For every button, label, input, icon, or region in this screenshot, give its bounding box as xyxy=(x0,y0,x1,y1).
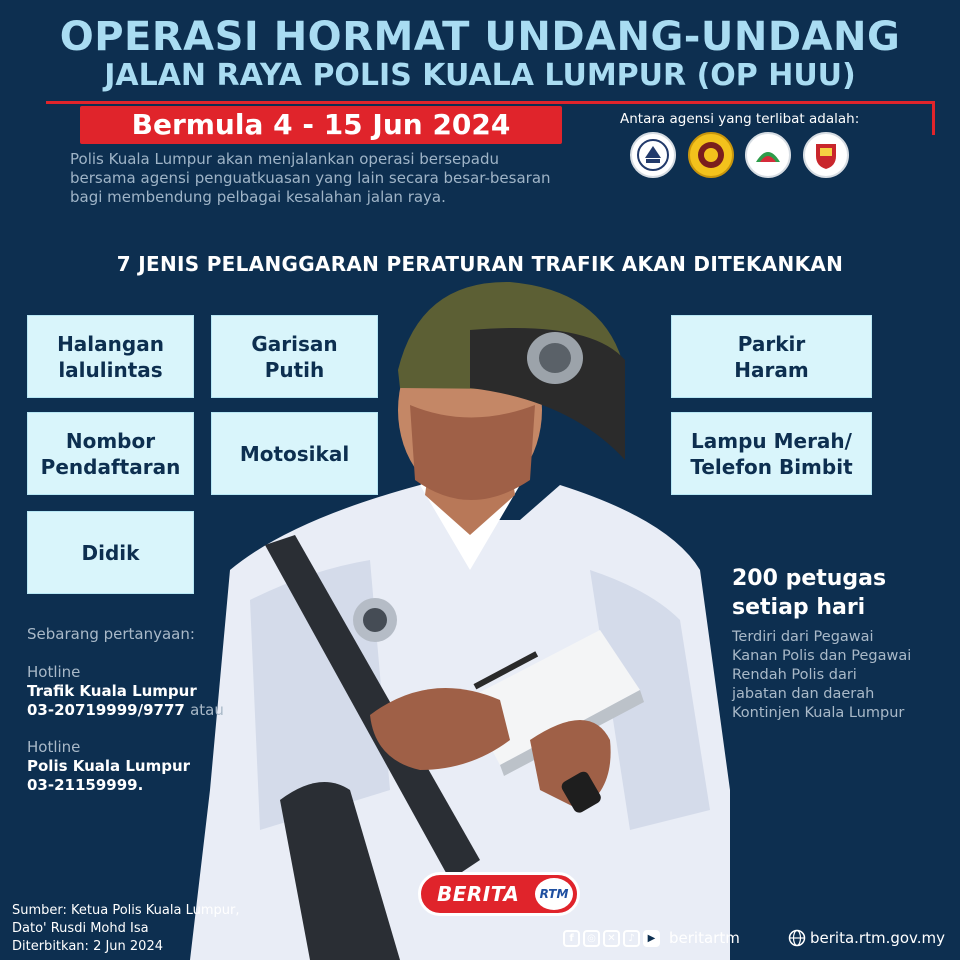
description-line: bagi membendung pelbagai kesalahan jalan raya. xyxy=(70,188,446,206)
contact-intro: Sebarang pertanyaan: xyxy=(27,625,195,643)
violation-line: Telefon Bimbit xyxy=(690,454,853,479)
violation-line: Parkir xyxy=(737,331,806,356)
title-line-1: OPERASI HORMAT UNDANG-UNDANG xyxy=(59,14,901,60)
customs-crest-icon xyxy=(688,132,734,178)
officers-desc-line: Rendah Polis dari xyxy=(732,667,857,683)
hotline-number-value: 03-20719999/9777 xyxy=(27,701,185,719)
violation-line: Garisan xyxy=(251,331,338,356)
officers-title-line: 200 petugas xyxy=(732,566,887,591)
youtube-icon[interactable]: ▶ xyxy=(643,930,660,947)
source-line: Dato' Rusdi Mohd Isa xyxy=(12,921,149,936)
social-handle[interactable]: beritartm xyxy=(669,929,740,947)
berita-rtm-logo xyxy=(418,872,580,916)
violation-line: Pendaftaran xyxy=(40,454,181,479)
city-hall-crest-icon xyxy=(803,132,849,178)
officers-description xyxy=(732,628,952,723)
police-crest-icon xyxy=(630,132,676,178)
officers-desc-line: Terdiri dari Pegawai xyxy=(732,629,874,645)
facebook-icon[interactable]: f xyxy=(563,930,580,947)
violation-box xyxy=(27,511,194,594)
header-divider-end xyxy=(932,101,935,135)
social-links xyxy=(563,929,740,947)
officers-title-line: setiap hari xyxy=(732,595,866,620)
violation-box xyxy=(27,412,194,495)
violations-heading: 7 JENIS PELANGGARAN PERATURAN TRAFIK AKAN DITEKANKAN xyxy=(116,252,844,276)
agency-label: Antara agensi yang terlibat adalah: xyxy=(620,111,860,127)
officers-desc-line: Kanan Polis dan Pegawai xyxy=(732,648,912,664)
violation-line: Nombor xyxy=(65,428,156,453)
road-transport-logo-icon xyxy=(745,132,791,178)
title-line-2: JALAN RAYA POLIS KUALA LUMPUR (OP HUU) xyxy=(104,58,856,93)
violation-box xyxy=(211,315,378,398)
violation-line: Lampu Merah/ xyxy=(691,428,852,453)
hotline-suffix: atau xyxy=(190,701,224,719)
officers-desc-line: jabatan dan daerah xyxy=(732,686,875,702)
published-date: 2 Jun 2024 xyxy=(93,939,163,954)
operation-description xyxy=(70,150,590,207)
hotline-number xyxy=(27,701,224,720)
violation-box xyxy=(671,315,872,398)
violation-line: Motosikal xyxy=(239,441,350,466)
hotline-number: 03-21159999. xyxy=(27,776,144,794)
violation-box xyxy=(27,315,194,398)
hotline-label: Hotline xyxy=(27,738,81,756)
globe-icon xyxy=(788,929,806,947)
brand-text: BERITA xyxy=(437,882,520,906)
hotline-label: Hotline xyxy=(27,663,81,681)
hotline-name: Trafik Kuala Lumpur xyxy=(27,682,197,700)
violation-line: Halangan xyxy=(57,331,164,356)
violation-line: Didik xyxy=(81,540,140,565)
instagram-icon[interactable]: ◎ xyxy=(583,930,600,947)
header-divider xyxy=(46,101,934,104)
violation-box xyxy=(211,412,378,495)
violation-line: lalulintas xyxy=(58,357,163,382)
website-url[interactable]: berita.rtm.gov.my xyxy=(810,929,946,947)
description-line: Polis Kuala Lumpur akan menjalankan operasi bersepadu xyxy=(70,150,499,168)
officers-desc-line: Kontinjen Kuala Lumpur xyxy=(732,705,905,721)
hotline-name: Polis Kuala Lumpur xyxy=(27,757,191,775)
x-icon[interactable]: ✕ xyxy=(603,930,620,947)
violation-line: Putih xyxy=(264,357,325,382)
date-banner: Bermula 4 - 15 Jun 2024 xyxy=(80,106,562,144)
published-line xyxy=(12,938,312,956)
violation-line: Haram xyxy=(734,357,809,382)
website-link[interactable] xyxy=(788,929,945,947)
officers-count-title xyxy=(732,564,952,622)
violation-box xyxy=(671,412,872,495)
source-line: Sumber: Ketua Polis Kuala Lumpur, xyxy=(12,903,240,918)
source-credit xyxy=(12,902,312,956)
description-line: bersama agensi penguatkuasan yang lain secara besar-besaran xyxy=(70,169,551,187)
published-label: Diterbitkan: xyxy=(12,939,89,954)
brand-circle: RTM xyxy=(533,876,575,912)
tiktok-icon[interactable]: ♪ xyxy=(623,930,640,947)
